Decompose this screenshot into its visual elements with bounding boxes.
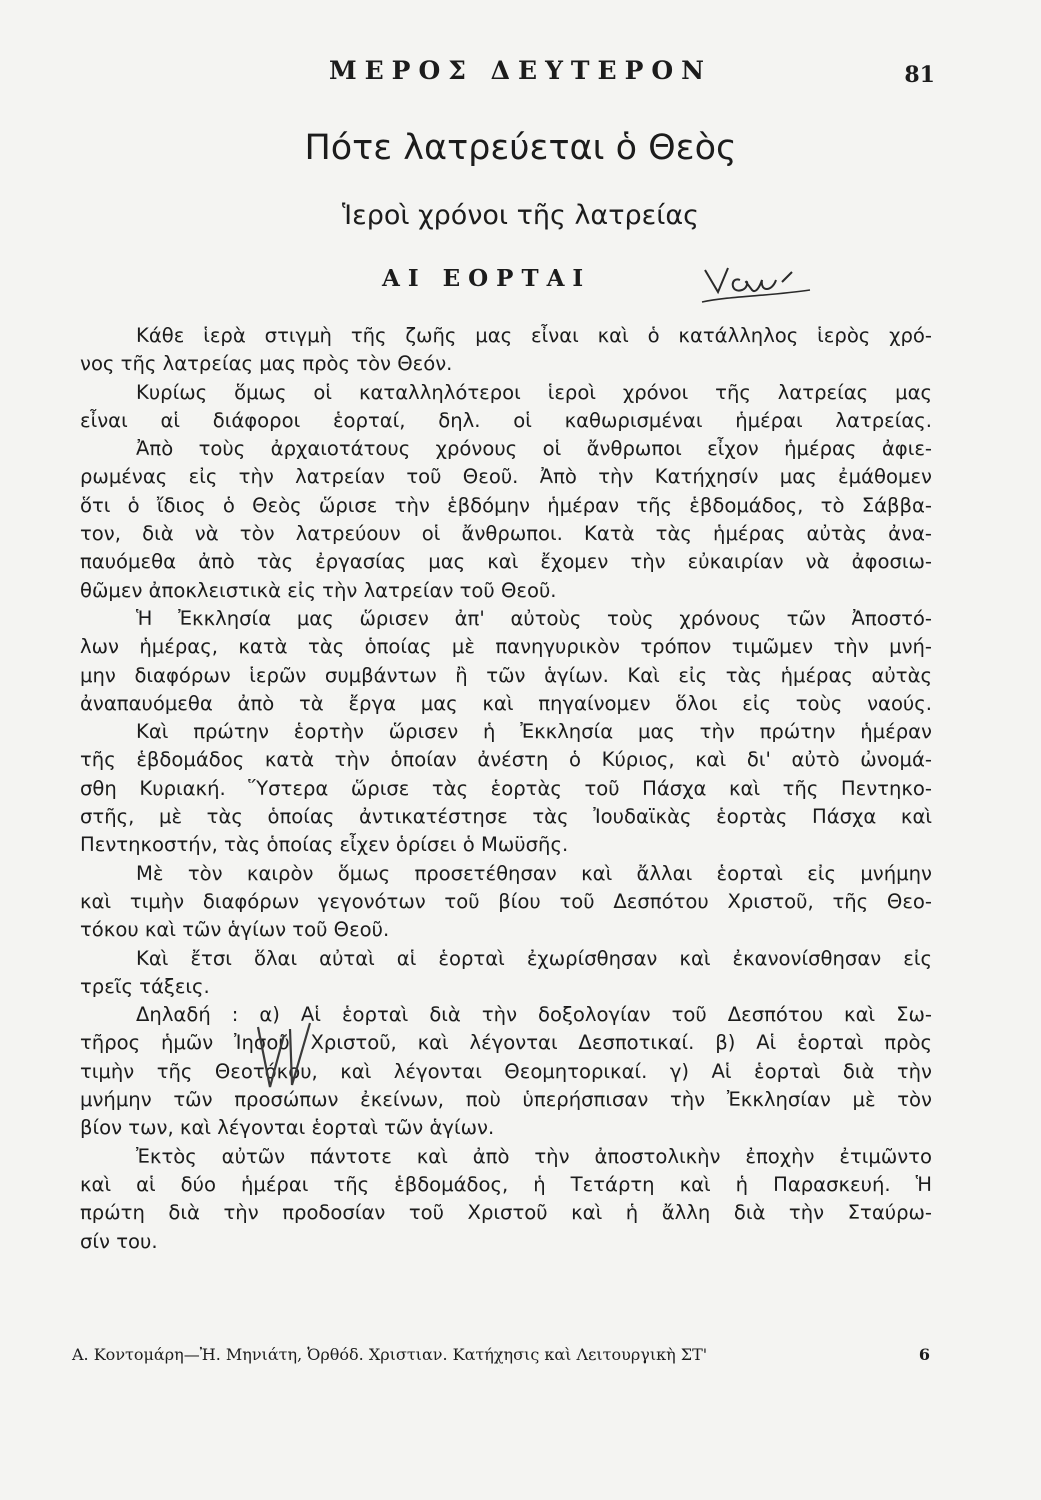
page-title: Πότε λατρεύεται ὁ Θεὸς <box>304 128 737 168</box>
text-line: Κυρίως ὅμως οἱ καταλληλότεροι ἱεροὶ χρόνοι τῆς λατρείας μας <box>136 380 932 404</box>
text-line: ὅτι ὁ ἴδιος ὁ Θεὸς ὥρισε τὴν ἑβδόμην ἡμέραν τῆς ἑβδομάδος, τὸ Σάββα- <box>80 493 932 517</box>
page-subtitle: Ἱεροὶ χρόνοι τῆς λατρείας <box>342 200 699 231</box>
text-line: καὶ αἱ δύο ἡμέραι τῆς ἑβδομάδος, ἡ Τετάρτη καὶ ἡ Παρασκευή. Ἡ <box>80 1172 932 1196</box>
text-line: θῶμεν ἀποκλειστικὰ εἰς τὴν λατρείαν τοῦ Θεοῦ. <box>80 578 557 602</box>
page-number: 81 <box>904 62 935 88</box>
text-line: τόκου καὶ τῶν ἁγίων τοῦ Θεοῦ. <box>80 918 390 942</box>
text-line: λων ἡμέρας, κατὰ τὰς ὁποίας μὲ πανηγυρικὸν τρόπον τιμῶμεν τὴν μνή- <box>80 635 932 659</box>
text-line: μνήμην τῶν προσώπων ἐκείνων, ποὺ ὑπερήσπισαν τὴν Ἐκκλησίαν μὲ τὸν <box>80 1088 932 1112</box>
text-line: ἀναπαυόμεθα ἀπὸ τὰ ἔργα μας καὶ πηγαίνομεν ὅλοι εἰς τοὺς ναούς. <box>80 691 932 715</box>
text-line: σθη Κυριακή. Ὕστερα ὥρισε τὰς ἑορτὰς τοῦ Πάσχα καὶ τῆς Πεντηκο- <box>80 776 932 800</box>
text-line: καὶ τιμὴν διαφόρων γεγονότων τοῦ βίου τοῦ Δεσπότου Χριστοῦ, τῆς Θεο- <box>80 889 932 913</box>
handwritten-note-mark <box>700 258 830 308</box>
text-line: μην διαφόρων ἱερῶν συμβάντων ἢ τῶν ἁγίων. Καὶ εἰς τὰς ἡμέρας αὐτὰς <box>80 663 932 687</box>
footer <box>72 1345 930 1364</box>
text-line: παυόμεθα ἀπὸ τὰς ἐργασίας μας καὶ ἔχομεν τὴν εὐκαιρίαν νὰ ἀφοσιω- <box>80 550 932 574</box>
text-line: Δηλαδή : α) Αἱ ἑορταὶ διὰ τὴν δοξολογίαν τοῦ Δεσπότου καὶ Σω- <box>136 1003 932 1027</box>
text-line: τῆρος ἡμῶν Ἰησοῦ Χριστοῦ, καὶ λέγονται Δεσποτικαί. β) Αἱ ἑορταὶ πρὸς <box>80 1031 932 1055</box>
text-line: βίον των, καὶ λέγονται ἑορταὶ τῶν ἁγίων. <box>80 1116 495 1140</box>
text-line: Κάθε ἱερὰ στιγμὴ τῆς ζωῆς μας εἶναι καὶ ὁ κατάλληλος ἱερὸς χρό- <box>136 324 932 347</box>
text-line: Καὶ πρώτην ἑορτὴν ὥρισεν ἡ Ἐκκλησία μας τὴν πρώτην ἡμέραν <box>136 720 932 744</box>
running-title: ΜΕΡΟΣ ΔΕΥΤΕΡΟΝ <box>328 56 713 85</box>
body-text <box>80 322 932 1256</box>
footer-citation: Α. Κοντομάρη—Ἠ. Μηνιάτη, Ὀρθόδ. Χριστιαν. Κατήχησις καὶ Λειτουργικὴ ΣΤ' <box>72 1345 708 1364</box>
text-line: τῆς ἑβδομάδος κατὰ τὴν ὁποίαν ἀνέστη ὁ Κύριος, καὶ δι' αὐτὸ ὠνομά- <box>80 748 932 772</box>
text-line: Ἡ Ἐκκλησία μας ὥρισεν ἀπ' αὐτοὺς τοὺς χρόνους τῶν Ἀποστό- <box>136 606 932 630</box>
text-line: νος τῆς λατρείας μας πρὸς τὸν Θεόν. <box>80 352 453 376</box>
footer-signature-number: 6 <box>918 1345 930 1364</box>
text-line: Πεντηκοστήν, τὰς ὁποίας εἶχεν ὁρίσει ὁ Μωϋσῆς. <box>80 833 569 857</box>
text-line: Ἀπὸ τοὺς ἀρχαιοτάτους χρόνους οἱ ἄνθρωποι εἶχον ἡμέρας ἀφιε- <box>136 437 932 461</box>
text-line: στῆς, μὲ τὰς ὁποίας ἀντικατέστησε τὰς Ἰουδαϊκὰς ἑορτὰς Πάσχα καὶ <box>80 805 932 829</box>
text-line: σίν του. <box>80 1229 158 1253</box>
section-heading: ΑΙ ΕΟΡΤΑΙ <box>382 265 592 292</box>
text-line: ρωμένας εἰς τὴν λατρείαν τοῦ Θεοῦ. Ἀπὸ τὴν Κατήχησίν μας ἐμάθομεν <box>80 465 932 489</box>
text-line: εἶναι αἱ διάφοροι ἑορταί, δηλ. οἱ καθωρισμέναι ἡμέραι λατρείας. <box>80 408 932 432</box>
text-line: Καὶ ἔτσι ὅλαι αὐταὶ αἱ ἑορταὶ ἐχωρίσθησαν καὶ ἐκανονίσθησαν εἰς <box>136 946 932 970</box>
text-line: τιμὴν τῆς Θεοτόκου, καὶ λέγονται Θεομητορικαί. γ) Αἱ ἑορταὶ διὰ τὴν <box>80 1059 932 1083</box>
text-line: πρώτη διὰ τὴν προδοσίαν τοῦ Χριστοῦ καὶ ἡ ἄλλη διὰ τὴν Σταύρω- <box>80 1201 932 1225</box>
text-line: τρεῖς τάξεις. <box>80 974 210 998</box>
text-line: τον, διὰ νὰ τὸν λατρεύουν οἱ ἄνθρωποι. Κατὰ τὰς ἡμέρας αὐτὰς ἀνα- <box>80 522 932 546</box>
text-line: Μὲ τὸν καιρὸν ὅμως προσετέθησαν καὶ ἄλλαι ἑορταὶ εἰς μνήμην <box>136 861 932 885</box>
text-line: Ἐκτὸς αὐτῶν πάντοτε καὶ ἀπὸ τὴν ἀποστολικὴν ἐποχὴν ἐτιμῶντο <box>136 1144 932 1168</box>
pencil-scribble-mark <box>240 1015 330 1105</box>
